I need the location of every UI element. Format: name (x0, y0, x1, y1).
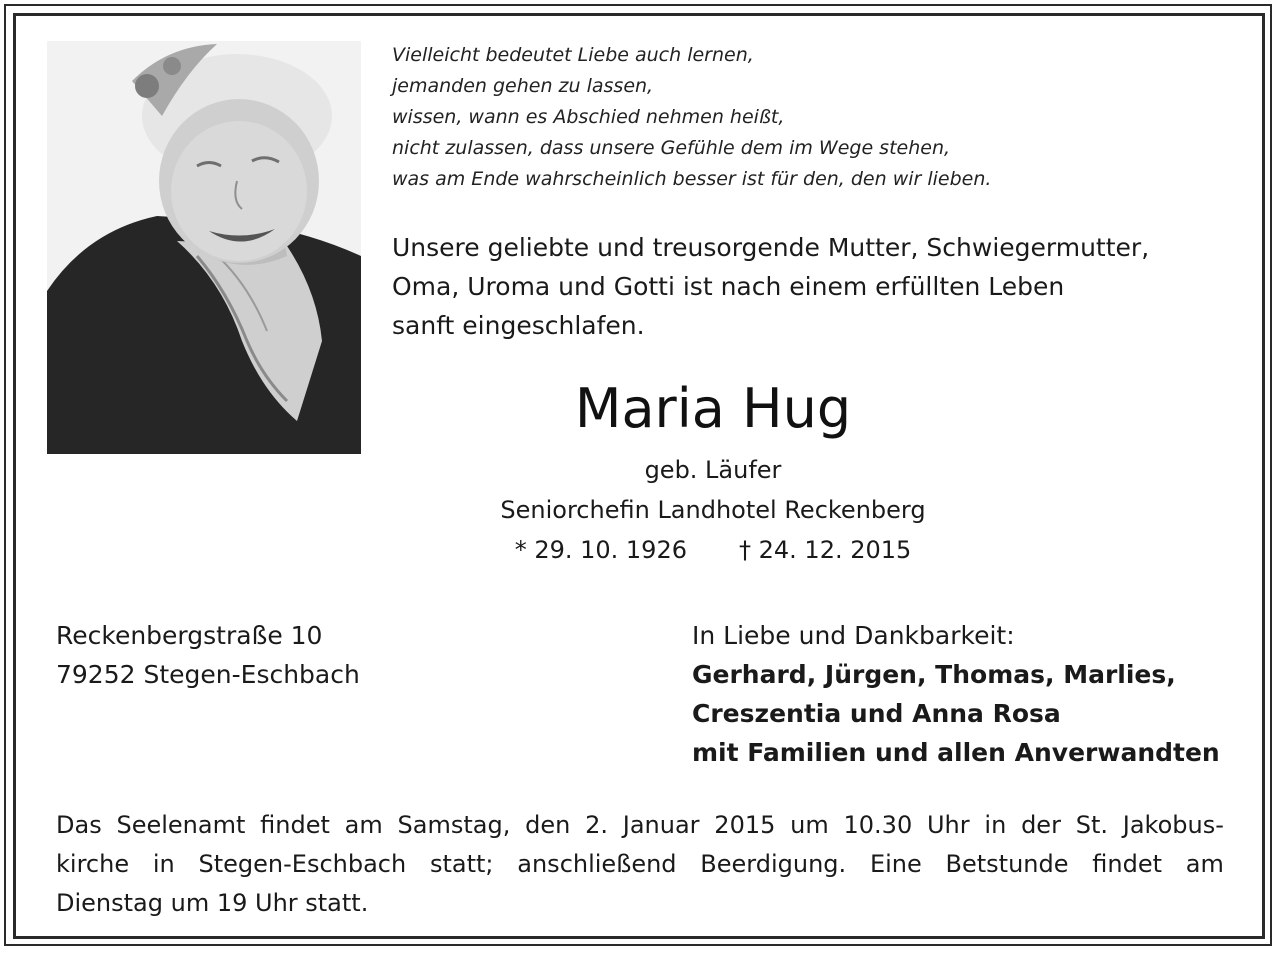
maiden-name: geb. Läufer (644, 456, 782, 484)
service-word: Januar (622, 811, 700, 839)
birth-date: * 29. 10. 1926 (514, 536, 687, 564)
service-word: in (984, 811, 1007, 839)
service-line-2 (56, 845, 1224, 884)
address-block (56, 616, 616, 694)
service-word: um (790, 811, 829, 839)
service-word: Stegen-Eschbach (198, 850, 407, 878)
service-word: in (152, 850, 175, 878)
poem-line: jemanden gehen zu lassen, (392, 75, 654, 97)
poem-line: wissen, wann es Abschied nehmen heißt, (392, 106, 785, 128)
deceased-name: Maria Hug (574, 377, 852, 440)
service-line-1 (56, 806, 1224, 845)
service-word: am (1185, 850, 1224, 878)
intro-line: Unsere geliebte und treusorgende Mutter, Schwiegermutter, (392, 233, 1150, 262)
service-word: Beerdigung. (700, 850, 847, 878)
mourners-heading: In Liebe und Dankbarkeit: (692, 621, 1015, 650)
role-title: Seniorchefin Landhotel Reckenberg (500, 496, 926, 524)
service-word: Eine (869, 850, 922, 878)
intro-line: Oma, Uroma und Gotti ist nach einem erfüllten Leben (392, 272, 1065, 301)
address-street: Reckenbergstraße 10 (56, 621, 323, 650)
portrait-photo (47, 41, 361, 454)
poem-line: nicht zulassen, dass unsere Gefühle dem im Wege stehen, (392, 137, 951, 159)
death-date: † 24. 12. 2015 (739, 536, 912, 564)
service-word: anschließend (517, 850, 677, 878)
service-line-3: Dienstag um 19 Uhr statt. (56, 889, 369, 917)
mourners-block (692, 616, 1252, 772)
mourners-line: Gerhard, Jürgen, Thomas, Marlies, (692, 660, 1176, 689)
service-word: findet (260, 811, 330, 839)
address-city: 79252 Stegen-Eschbach (56, 660, 360, 689)
intro-line: sanft eingeschlafen. (392, 311, 645, 340)
service-word: findet (1092, 850, 1163, 878)
service-notice (56, 806, 1224, 923)
poem-line: Vielleicht bedeutet Liebe auch lernen, (392, 44, 754, 66)
poem-line: was am Ende wahrscheinlich besser ist für den, den wir lieben. (392, 168, 992, 190)
service-word: statt; (429, 850, 494, 878)
service-word: Das (56, 811, 102, 839)
service-word: Uhr (926, 811, 970, 839)
service-word: der (1021, 811, 1061, 839)
service-word: Seelenamt (116, 811, 246, 839)
service-word: am (344, 811, 383, 839)
service-word: den (525, 811, 571, 839)
life-dates (392, 532, 1034, 568)
mourners-line: Creszentia und Anna Rosa (692, 699, 1061, 728)
service-word: St. (1075, 811, 1108, 839)
service-word: 2015 (714, 811, 776, 839)
service-word: Samstag, (397, 811, 511, 839)
intro-text (392, 228, 1252, 345)
service-word: kirche (56, 850, 130, 878)
service-word: Betstunde (945, 850, 1069, 878)
poem (392, 40, 1252, 195)
service-word: 2. (585, 811, 608, 839)
service-word: 10.30 (843, 811, 913, 839)
mourners-line: mit Familien und allen Anverwandten (692, 738, 1220, 767)
service-word: Jakobus- (1122, 811, 1224, 839)
